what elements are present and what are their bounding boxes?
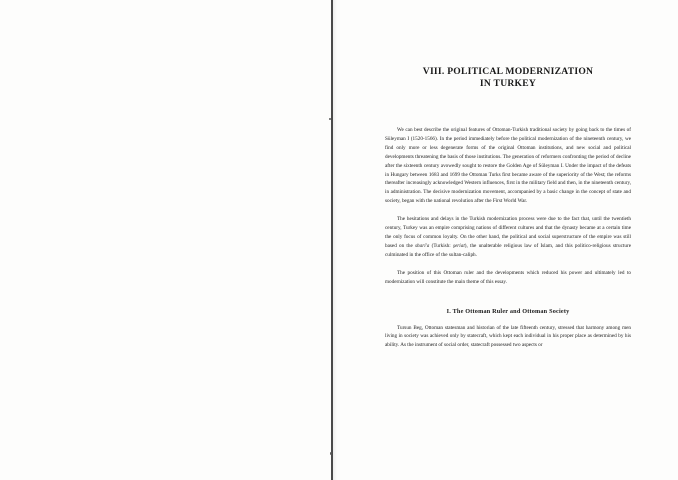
scan-speck	[330, 452, 332, 455]
paragraph-theme: The position of this Ottoman ruler and the developments which reduced his power and ultimately led to modernization will constitute the main theme of this essay.	[385, 269, 631, 285]
term-sharia: shari'a	[415, 242, 430, 249]
paragraph-intro: We can best describe the original features of Ottoman-Turkish traditional society by going back to the times of Süleyman I (1520-1566). In the period immediately before the political modernization of the nineteenth century, we find only more or less degenerate forms of the original Ottoman institutions, and new social and political developments threatening the basis of those institutions. The generation of reformers confronting the period of decline after the sixteenth century avowedly sought to restore the Golden Age of Süleyman I. Under the impact of the defeats in Hungary between 1683 and 1699 the Ottoman Turks first became aware of the superiority of the West; the reforms thereafter increasingly acknowledged Western influences, first in the military field and then, in the nineteenth century, in administration. The decisive modernization movement, accompanied by a basic change in the concept of state and society, began with the national revolution after the First World War.	[385, 127, 631, 205]
right-page	[385, 66, 631, 350]
chapter-title-line2: IN TURKEY	[479, 78, 537, 89]
scan-speck	[329, 118, 331, 120]
paragraph-text: ), the unalterable religious law of Islam, and this politico-religious structure culminated in the office of the sultan-caliph.	[385, 242, 631, 258]
section-heading: I. The Ottoman Ruler and Ottoman Society	[446, 307, 570, 315]
paragraph-tursun-beg: Tursun Beg, Ottoman statesman and historian of the late fifteenth century, stressed that harmony among men living in society was achieved only by statecraft, which kept each individual in his proper place as determined by his ability. As the instrument of social order, statecraft possessed two aspects or	[385, 324, 631, 349]
chapter-title	[385, 66, 631, 90]
paragraph-text: The hesitations and delays in the Turkish modernization process were due to the fact that, until the twentieth century, Turkey was an empire comprising nations of different cultures and that the dynasty became at a certain time the only focus of common loyalty. On the other hand, the political and social superstructure of the empire was still based on the	[385, 216, 631, 249]
term-seriat: şeriat	[452, 242, 465, 249]
chapter-body	[385, 126, 631, 350]
gutter-shadow	[333, 0, 337, 480]
paragraph-text: (Turkish:	[429, 242, 453, 249]
paragraph-hesitations	[385, 215, 631, 260]
chapter-title-line1: VIII. POLITICAL MODERNIZATION	[422, 66, 594, 77]
